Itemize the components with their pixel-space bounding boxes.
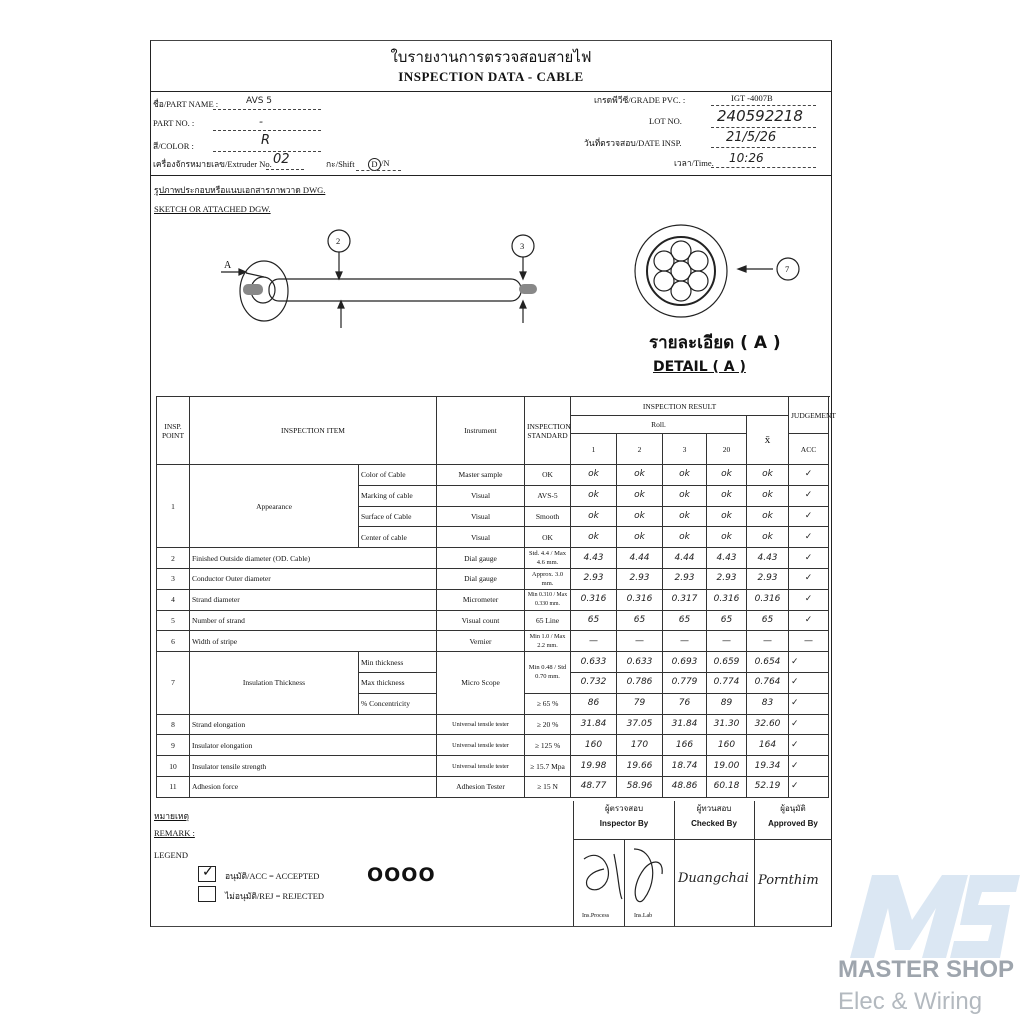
cell-standard: Smooth bbox=[525, 506, 571, 527]
cross-section-outer bbox=[635, 225, 727, 317]
cell-item: Insulator tensile strength bbox=[190, 756, 437, 777]
cell-r4: 19.00 bbox=[707, 756, 747, 777]
title-thai: ใบรายงานการตรวจสอบสายไฟ bbox=[390, 50, 592, 66]
cell-avg: ok bbox=[747, 485, 789, 506]
date-label: วันที่ตรวจสอบ/DATE INSP. bbox=[584, 138, 682, 148]
cell-avg: 0.654 bbox=[747, 652, 789, 673]
cell-acc: ✓ bbox=[789, 527, 829, 548]
cable-body bbox=[269, 279, 521, 301]
cell-r3: 76 bbox=[663, 693, 707, 714]
cell-instrument: Adhesion Tester bbox=[437, 776, 525, 797]
cell-no: 4 bbox=[157, 589, 190, 610]
cell-avg: ok bbox=[747, 527, 789, 548]
cell-r3: 4.44 bbox=[663, 548, 707, 569]
col-roll: Roll. bbox=[571, 416, 747, 434]
cell-item: Strand elongation bbox=[190, 714, 437, 735]
cell-acc: ✓ bbox=[789, 485, 829, 506]
table-row bbox=[157, 756, 829, 777]
cell-instrument: Universal tensile tester bbox=[437, 756, 525, 777]
cell-instrument: Universal tensile tester bbox=[437, 735, 525, 756]
cell-standard: ≥ 20 % bbox=[525, 714, 571, 735]
cell-r3: 166 bbox=[663, 735, 707, 756]
cell-no: 3 bbox=[157, 568, 190, 589]
cell-r4: ok bbox=[707, 485, 747, 506]
table-row bbox=[157, 589, 829, 610]
cell-instrument: Micrometer bbox=[437, 589, 525, 610]
cell-instrument: Visual bbox=[437, 527, 525, 548]
col-acc: ACC bbox=[789, 434, 829, 465]
table-row bbox=[157, 776, 829, 797]
cell-no: 5 bbox=[157, 610, 190, 631]
legend-acc-text: อนุมัติ/ACC = ACCEPTED bbox=[225, 871, 320, 881]
grade-value: IGT -4007B bbox=[731, 93, 773, 103]
cell-instrument: Dial gauge bbox=[437, 548, 525, 569]
cell-item: Center of cable bbox=[359, 527, 437, 548]
cell-acc: ✓ bbox=[789, 652, 829, 673]
watermark-tagline: Elec & Wiring bbox=[838, 988, 983, 1015]
cell-r2: 65 bbox=[617, 610, 663, 631]
cell-r3: 48.86 bbox=[663, 776, 707, 797]
cell-r3: — bbox=[663, 631, 707, 652]
cell-instrument: Dial gauge bbox=[437, 568, 525, 589]
cell-r2: 58.96 bbox=[617, 776, 663, 797]
cell-r3: ok bbox=[663, 506, 707, 527]
cell-instrument: Visual count bbox=[437, 610, 525, 631]
checked-split bbox=[674, 839, 675, 926]
col-inspection-result: INSPECTION RESULT bbox=[571, 397, 789, 416]
cell-r1: 160 bbox=[571, 735, 617, 756]
cell-standard: Approx. 3.0 mm. bbox=[525, 568, 571, 589]
col-roll-1: 1 bbox=[571, 434, 617, 465]
cell-avg: 65 bbox=[747, 610, 789, 631]
cell-item: Number of strand bbox=[190, 610, 437, 631]
col-xbar: x̄ bbox=[747, 416, 789, 465]
cell-r3: 2.93 bbox=[663, 568, 707, 589]
cell-acc: ✓ bbox=[789, 568, 829, 589]
cell-appearance: Appearance bbox=[190, 465, 359, 548]
table-row bbox=[157, 631, 829, 652]
cell-acc: ✓ bbox=[789, 735, 829, 756]
col-roll-3: 3 bbox=[663, 434, 707, 465]
detail-a-english: DETAIL ( A ) bbox=[653, 359, 746, 375]
cell-r2: 79 bbox=[617, 693, 663, 714]
cell-r3: ok bbox=[663, 485, 707, 506]
cell-r4: 4.43 bbox=[707, 548, 747, 569]
inspector-signature bbox=[574, 839, 674, 914]
extruder-value: 02 bbox=[273, 152, 290, 167]
table-row bbox=[157, 568, 829, 589]
cell-r3: ok bbox=[663, 527, 707, 548]
date-value: 21/5/26 bbox=[726, 130, 777, 145]
cell-r1: ok bbox=[571, 527, 617, 548]
cell-acc: ✓ bbox=[789, 610, 829, 631]
cell-r4: 31.30 bbox=[707, 714, 747, 735]
cell-acc: ✓ bbox=[789, 548, 829, 569]
cell-no: 8 bbox=[157, 714, 190, 735]
cell-avg: — bbox=[747, 631, 789, 652]
legend-rej-box bbox=[198, 886, 216, 902]
cell-item: Marking of cable bbox=[359, 485, 437, 506]
cell-acc: — bbox=[789, 631, 829, 652]
table-row bbox=[157, 735, 829, 756]
checked-english: Checked By bbox=[691, 819, 737, 828]
cell-r4: ok bbox=[707, 506, 747, 527]
cell-r4: ok bbox=[707, 465, 747, 486]
checked-thai: ผู้ทวนสอบ bbox=[696, 804, 732, 813]
cell-r4: — bbox=[707, 631, 747, 652]
cell-r2: 0.316 bbox=[617, 589, 663, 610]
cell-r1: 4.43 bbox=[571, 548, 617, 569]
inspection-table bbox=[156, 396, 837, 798]
cell-item: Color of Cable bbox=[359, 465, 437, 486]
cell-standard: ≥ 15 N bbox=[525, 776, 571, 797]
cell-no: 2 bbox=[157, 548, 190, 569]
col-inspection-item: INSPECTION ITEM bbox=[190, 397, 437, 465]
cell-r3: 0.317 bbox=[663, 589, 707, 610]
callout-3-label: 3 bbox=[520, 241, 525, 251]
cell-avg: 4.43 bbox=[747, 548, 789, 569]
cell-standard: ≥ 65 % bbox=[525, 693, 571, 714]
ins-lab-label: Ins.Lab bbox=[634, 913, 653, 919]
cell-r4: 2.93 bbox=[707, 568, 747, 589]
cell-acc: ✓ bbox=[789, 465, 829, 486]
callout-7-label: 7 bbox=[785, 264, 790, 274]
cell-acc: ✓ bbox=[789, 756, 829, 777]
cell-item: Surface of Cable bbox=[359, 506, 437, 527]
lot-label: LOT NO. bbox=[649, 116, 682, 126]
approved-signature: Pornthim bbox=[758, 873, 819, 888]
cell-item: Width of stripe bbox=[190, 631, 437, 652]
cell-avg: 0.764 bbox=[747, 672, 789, 693]
dwg-label-thai: รูปภาพประกอบหรือแนบเอกสารภาพวาด DWG. bbox=[154, 185, 326, 195]
remark-label: REMARK : bbox=[154, 828, 195, 838]
cell-item: Min thickness bbox=[359, 652, 437, 673]
cell-r2: 0.633 bbox=[617, 652, 663, 673]
cell-instrument: Micro Scope bbox=[437, 652, 525, 714]
cross-section-conductor bbox=[647, 237, 715, 305]
master-shop-logo bbox=[850, 870, 1020, 960]
cell-standard: ≥ 125 % bbox=[525, 735, 571, 756]
inspector-header bbox=[574, 801, 675, 840]
cell-avg: 32.60 bbox=[747, 714, 789, 735]
cell-r1: — bbox=[571, 631, 617, 652]
color-value: R bbox=[261, 133, 271, 148]
cell-avg: 52.19 bbox=[747, 776, 789, 797]
cell-r4: 0.316 bbox=[707, 589, 747, 610]
cell-r4: 89 bbox=[707, 693, 747, 714]
cell-avg: 164 bbox=[747, 735, 789, 756]
time-value: 10:26 bbox=[729, 151, 764, 165]
signature-block bbox=[573, 801, 832, 926]
col-standard: INSPECTION STANDARD bbox=[525, 397, 571, 465]
cell-no: 9 bbox=[157, 735, 190, 756]
cell-no: 1 bbox=[157, 465, 190, 548]
col-judgement: JUDGEMENT bbox=[789, 397, 829, 434]
table-row bbox=[157, 465, 829, 486]
table-row bbox=[157, 548, 829, 569]
cell-r3: 65 bbox=[663, 610, 707, 631]
cell-insulation-thickness: Insulation Thickness bbox=[190, 652, 359, 714]
cell-r1: 0.633 bbox=[571, 652, 617, 673]
cell-item: Adhesion force bbox=[190, 776, 437, 797]
cell-item: Strand diameter bbox=[190, 589, 437, 610]
extruder-label: เครื่องจักรหมายเลข/Extruder No. bbox=[153, 159, 272, 169]
cell-r3: ok bbox=[663, 465, 707, 486]
cell-r1: ok bbox=[571, 506, 617, 527]
cell-r1: 31.84 bbox=[571, 714, 617, 735]
cell-item: Finished Outside diameter (OD. Cable) bbox=[190, 548, 437, 569]
cell-instrument: Universal tensile tester bbox=[437, 714, 525, 735]
note-label: หมายเหตุ bbox=[154, 811, 189, 821]
approved-english: Approved By bbox=[768, 819, 818, 828]
cell-avg: 83 bbox=[747, 693, 789, 714]
cell-r2: 0.786 bbox=[617, 672, 663, 693]
watermark-brand: MASTER SHOP bbox=[838, 956, 1015, 983]
cell-r1: 65 bbox=[571, 610, 617, 631]
cell-r4: ok bbox=[707, 527, 747, 548]
checked-signature: Duangchai bbox=[678, 871, 749, 886]
approved-split bbox=[754, 839, 755, 926]
cell-item: Max thickness bbox=[359, 672, 437, 693]
dwg-label-english: SKETCH OR ATTACHED DGW. bbox=[154, 204, 271, 214]
cell-r1: ok bbox=[571, 465, 617, 486]
cell-r1: 0.316 bbox=[571, 589, 617, 610]
legend-acc-box bbox=[198, 866, 216, 882]
cell-item: Conductor Outer diameter bbox=[190, 568, 437, 589]
col-insp-point: INSP. POINT bbox=[157, 397, 190, 465]
cell-instrument: Master sample bbox=[437, 465, 525, 486]
col-roll-2: 2 bbox=[617, 434, 663, 465]
cell-r2: 4.44 bbox=[617, 548, 663, 569]
cell-r4: 0.659 bbox=[707, 652, 747, 673]
cell-r2: 19.66 bbox=[617, 756, 663, 777]
cell-acc: ✓ bbox=[789, 589, 829, 610]
table-row bbox=[157, 714, 829, 735]
inspector-thai: ผู้ตรวจสอบ bbox=[604, 804, 644, 813]
cell-acc: ✓ bbox=[789, 672, 829, 693]
cell-r1: 2.93 bbox=[571, 568, 617, 589]
table-row bbox=[157, 652, 829, 673]
cell-r4: 60.18 bbox=[707, 776, 747, 797]
cell-r1: 0.732 bbox=[571, 672, 617, 693]
ins-process-label: Ins.Process bbox=[582, 913, 610, 919]
cell-avg: 2.93 bbox=[747, 568, 789, 589]
cell-r1: 86 bbox=[571, 693, 617, 714]
lot-value: 240592218 bbox=[717, 107, 803, 125]
title-english: INSPECTION DATA - CABLE bbox=[398, 69, 584, 84]
cell-standard: Min 0.310 / Max 0.330 mm. bbox=[525, 589, 571, 610]
cell-standard: OK bbox=[525, 527, 571, 548]
color-label: สี/COLOR : bbox=[153, 141, 194, 151]
cell-acc: ✓ bbox=[789, 714, 829, 735]
cell-r4: 0.774 bbox=[707, 672, 747, 693]
cell-r2: — bbox=[617, 631, 663, 652]
cell-r4: 160 bbox=[707, 735, 747, 756]
cell-r3: 0.693 bbox=[663, 652, 707, 673]
cell-r2: ok bbox=[617, 527, 663, 548]
inspection-sheet bbox=[150, 40, 837, 927]
cell-avg: 0.316 bbox=[747, 589, 789, 610]
shift-night: /N bbox=[381, 158, 390, 168]
cell-r2: ok bbox=[617, 485, 663, 506]
cell-standard: 65 Line bbox=[525, 610, 571, 631]
approved-thai: ผู้อนุมัติ bbox=[780, 804, 806, 813]
cell-r1: 48.77 bbox=[571, 776, 617, 797]
inspector-english: Inspector By bbox=[599, 819, 649, 828]
cell-instrument: Visual bbox=[437, 485, 525, 506]
cell-standard: OK bbox=[525, 465, 571, 486]
cell-standard: ≥ 15.7 Mpa bbox=[525, 756, 571, 777]
shift-day-circled: D bbox=[368, 158, 381, 171]
part-name-label: ชื่อ/PART NAME : bbox=[153, 99, 219, 109]
part-no-value: - bbox=[259, 115, 263, 128]
col-instrument: Instrument bbox=[437, 397, 525, 465]
cell-r1: 19.98 bbox=[571, 756, 617, 777]
cell-r4: 65 bbox=[707, 610, 747, 631]
cell-item: % Concentricity bbox=[359, 693, 437, 714]
cell-instrument: Visual bbox=[437, 506, 525, 527]
circle-marks: OOOO bbox=[367, 864, 436, 886]
cell-standard: Min 0.48 / Std 0.70 mm. bbox=[525, 652, 571, 694]
part-name-value: AVS 5 bbox=[246, 96, 273, 106]
part-no-label: PART NO. : bbox=[153, 118, 195, 128]
cell-r1: ok bbox=[571, 485, 617, 506]
col-roll-4: 20 bbox=[707, 434, 747, 465]
cell-r2: 2.93 bbox=[617, 568, 663, 589]
approved-header bbox=[754, 801, 832, 840]
check-icon: ✓ bbox=[202, 865, 214, 880]
cell-r3: 31.84 bbox=[663, 714, 707, 735]
cell-avg: ok bbox=[747, 465, 789, 486]
detail-a-thai: รายละเอียด ( A ) bbox=[649, 333, 781, 353]
cell-avg: ok bbox=[747, 506, 789, 527]
checked-header bbox=[674, 801, 755, 840]
cell-r3: 18.74 bbox=[663, 756, 707, 777]
time-label: เวลา/Time. bbox=[674, 158, 714, 168]
cell-acc: ✓ bbox=[789, 693, 829, 714]
cell-acc: ✓ bbox=[789, 506, 829, 527]
cell-avg: 19.34 bbox=[747, 756, 789, 777]
cell-standard: Std. 4.4 / Max 4.6 mm. bbox=[525, 548, 571, 569]
cell-r2: ok bbox=[617, 506, 663, 527]
callout-a-label: A bbox=[224, 260, 232, 271]
cell-standard: AVS-5 bbox=[525, 485, 571, 506]
grade-label: เกรดพีวีซี/GRADE PVC. : bbox=[594, 95, 686, 105]
shift-label: กะ/Shift bbox=[326, 159, 355, 169]
cell-no: 10 bbox=[157, 756, 190, 777]
cell-r2: ok bbox=[617, 465, 663, 486]
cell-acc: ✓ bbox=[789, 776, 829, 797]
cell-instrument: Vernier bbox=[437, 631, 525, 652]
callout-2-label: 2 bbox=[336, 236, 341, 246]
cell-no: 7 bbox=[157, 652, 190, 714]
cell-r2: 170 bbox=[617, 735, 663, 756]
legend-label: LEGEND bbox=[154, 850, 188, 860]
cell-standard: Min 1.0 / Max 2.2 mm. bbox=[525, 631, 571, 652]
cell-item: Insulator elongation bbox=[190, 735, 437, 756]
cell-no: 6 bbox=[157, 631, 190, 652]
legend-rej-text: ไม่อนุมัติ/REJ = REJECTED bbox=[225, 891, 325, 901]
cell-r3: 0.779 bbox=[663, 672, 707, 693]
table-row bbox=[157, 610, 829, 631]
cell-r2: 37.05 bbox=[617, 714, 663, 735]
cell-no: 11 bbox=[157, 776, 190, 797]
